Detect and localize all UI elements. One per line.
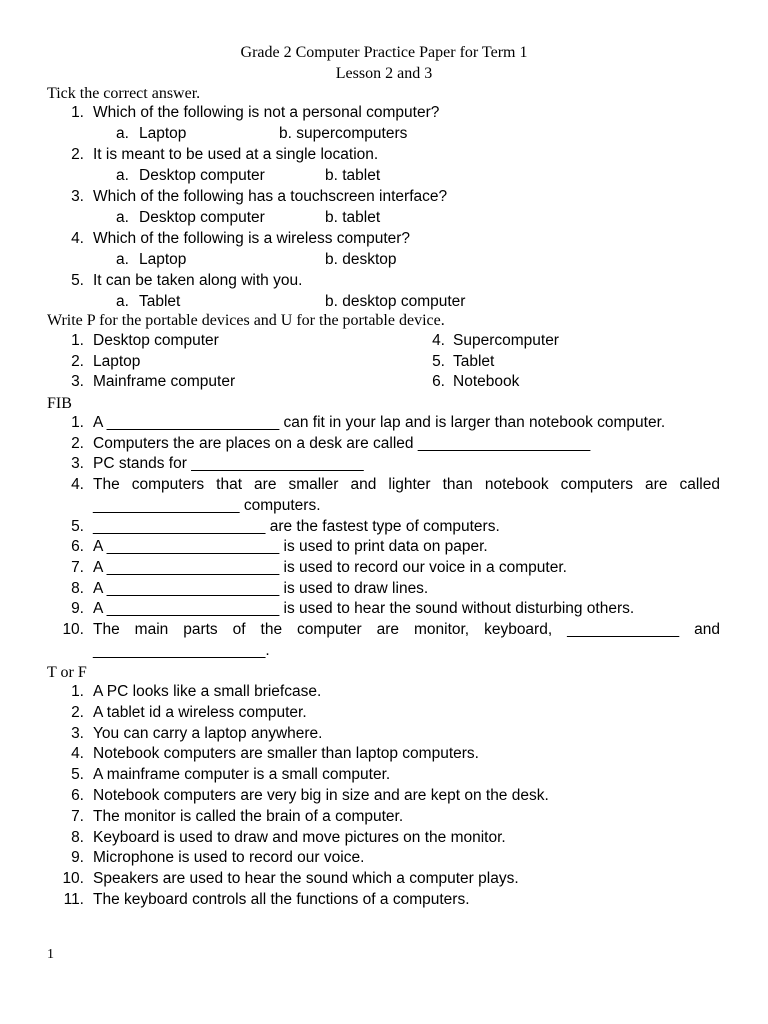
tf-number: 3. bbox=[71, 724, 84, 742]
fib-text: A ____________________ can fit in your lap and is larger than notebook computer. bbox=[93, 414, 666, 431]
question-number: 5. bbox=[71, 272, 84, 289]
fib-text: The computers that are smaller and lighter than notebook computers are called bbox=[93, 476, 720, 494]
fib-number: 4. bbox=[71, 476, 84, 494]
fib-text: A ____________________ is used to record our voice in a computer. bbox=[93, 558, 567, 576]
tf-statement: Keyboard is used to draw and move pictures on the monitor. bbox=[93, 828, 506, 846]
tf-statement: The monitor is called the brain of a computer. bbox=[93, 807, 404, 825]
list-item: Mainframe computer bbox=[93, 373, 236, 390]
question-number: 3. bbox=[71, 188, 84, 205]
tf-number: 4. bbox=[71, 745, 84, 763]
tf-number: 7. bbox=[71, 807, 84, 825]
option-a: Tablet bbox=[139, 293, 181, 310]
tf-statement: A PC looks like a small briefcase. bbox=[93, 683, 322, 700]
question-text: Which of the following is not a personal computer? bbox=[93, 104, 440, 121]
page-title: Grade 2 Computer Practice Paper for Term 1 bbox=[240, 44, 528, 61]
question-number: 4. bbox=[71, 230, 84, 247]
tf-statement: Speakers are used to hear the sound which a computer plays. bbox=[93, 870, 519, 888]
tf-number: 10. bbox=[62, 870, 84, 888]
option-b: b. tablet bbox=[325, 209, 381, 226]
option-a-label: a. bbox=[116, 293, 129, 310]
fib-number: 5. bbox=[71, 517, 84, 535]
list-item-number: 4. bbox=[432, 332, 445, 349]
list-item: Laptop bbox=[93, 352, 141, 370]
option-a-label: a. bbox=[116, 125, 129, 142]
question-text: Which of the following is a wireless computer? bbox=[93, 230, 411, 247]
tf-number: 9. bbox=[71, 849, 84, 867]
list-item: Desktop computer bbox=[93, 332, 219, 349]
list-item-number: 6. bbox=[432, 373, 445, 390]
page-subtitle: Lesson 2 and 3 bbox=[335, 65, 433, 82]
tf-number: 1. bbox=[71, 683, 84, 700]
list-item: Tablet bbox=[453, 352, 495, 370]
question-text: It is meant to be used at a single location. bbox=[93, 146, 379, 163]
fib-number: 1. bbox=[71, 414, 84, 431]
list-item-number: 1. bbox=[71, 332, 84, 349]
option-a: Desktop computer bbox=[139, 209, 265, 226]
fib-number: 2. bbox=[71, 434, 84, 452]
list-item: Notebook bbox=[453, 373, 520, 390]
tf-number: 11. bbox=[63, 891, 84, 908]
list-item-number: 2. bbox=[71, 352, 84, 370]
option-a: Laptop bbox=[139, 251, 187, 268]
option-a-label: a. bbox=[116, 251, 129, 268]
tf-statement: Notebook computers are very big in size and are kept on the desk. bbox=[93, 787, 549, 804]
list-item-number: 3. bbox=[71, 373, 84, 390]
section-heading-portable: Write P for the portable devices and U for the portable device. bbox=[47, 312, 445, 329]
fib-text: ____________________ are the fastest type of computers. bbox=[93, 517, 500, 535]
tf-statement: A tablet id a wireless computer. bbox=[93, 703, 307, 721]
option-b: b. desktop bbox=[325, 251, 397, 268]
tf-statement: Notebook computers are smaller than laptop computers. bbox=[93, 745, 479, 763]
fib-number: 8. bbox=[71, 579, 84, 597]
fib-number: 9. bbox=[71, 600, 84, 618]
option-a: Laptop bbox=[139, 125, 187, 142]
section-heading-tick: Tick the correct answer. bbox=[47, 85, 201, 102]
option-b: b. supercomputers bbox=[279, 125, 408, 142]
tf-number: 2. bbox=[71, 703, 84, 721]
tf-number: 6. bbox=[71, 787, 84, 804]
tf-statement: A mainframe computer is a small computer. bbox=[93, 766, 391, 784]
question-text: Which of the following has a touchscreen interface? bbox=[93, 188, 448, 205]
fib-number: 3. bbox=[71, 455, 84, 473]
option-b: b. tablet bbox=[325, 167, 381, 184]
fib-text: The main parts of the computer are monitor, keyboard, _____________ and bbox=[93, 621, 720, 638]
tf-statement: You can carry a laptop anywhere. bbox=[93, 724, 323, 742]
tf-number: 8. bbox=[71, 828, 84, 846]
fib-number: 7. bbox=[71, 558, 84, 576]
page-number: 1 bbox=[47, 947, 54, 962]
fib-text: A ____________________ is used to draw lines. bbox=[93, 579, 429, 597]
tf-statement: Microphone is used to record our voice. bbox=[93, 849, 365, 867]
option-a-label: a. bbox=[116, 209, 129, 226]
list-item-number: 5. bbox=[432, 352, 445, 370]
fib-text: Computers the are places on a desk are called ____________________ bbox=[93, 434, 591, 452]
fib-text: A ____________________ is used to hear the sound without disturbing others. bbox=[93, 600, 635, 618]
section-heading-true-false: T or F bbox=[47, 664, 87, 681]
fib-text-continued: _________________ computers. bbox=[93, 496, 321, 514]
question-number: 1. bbox=[71, 104, 84, 121]
tf-number: 5. bbox=[71, 766, 84, 784]
list-item: Supercomputer bbox=[453, 332, 559, 349]
section-heading-fib: FIB bbox=[47, 395, 72, 412]
option-b: b. desktop computer bbox=[325, 293, 466, 310]
question-number: 2. bbox=[71, 146, 84, 163]
fib-text-continued: ____________________. bbox=[93, 641, 270, 659]
option-a: Desktop computer bbox=[139, 167, 265, 184]
fib-text: PC stands for ____________________ bbox=[93, 455, 364, 473]
tf-statement: The keyboard controls all the functions of a computers. bbox=[93, 891, 470, 908]
question-text: It can be taken along with you. bbox=[93, 272, 303, 289]
fib-number: 10. bbox=[62, 621, 84, 638]
fib-text: A ____________________ is used to print data on paper. bbox=[93, 538, 488, 556]
fib-number: 6. bbox=[71, 538, 84, 556]
option-a-label: a. bbox=[116, 167, 129, 184]
